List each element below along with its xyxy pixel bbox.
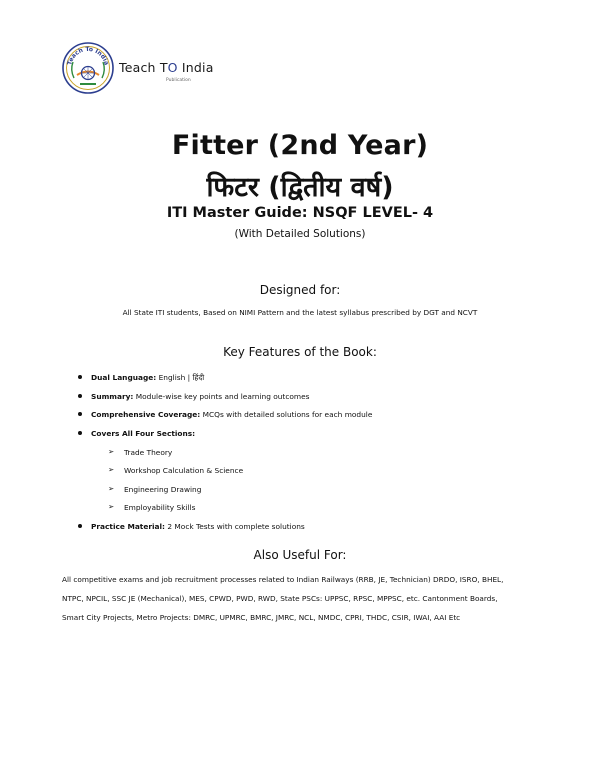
arrow-icon: ➢ [108,484,115,493]
subtitle-note: (With Detailed Solutions) [234,228,366,240]
arrow-icon: ➢ [108,447,115,456]
bullet-icon [78,394,82,398]
logo-name: Teach TO India [119,60,214,75]
designed-for-text: All State ITI students, Based on NIMI Pattern and the latest syllabus prescribed by DGT and NCVT [122,308,478,317]
publisher-logo [62,42,212,94]
bullet-icon [78,431,82,435]
useful-line: All competitive exams and job recruitment processes related to Indian Railways (RRB, JE, Technician) DRDO, ISRO, BHEL, [62,575,504,584]
bullet-icon [78,412,82,416]
seal-icon [62,42,114,94]
title-hindi: फिटर (द्वितीय वर्ष) [206,172,394,203]
title-english: Fitter (2nd Year) [171,130,429,161]
useful-for-heading: Also Useful For: [253,548,347,562]
seal-text: Teach To India [66,45,110,66]
key-features-heading: Key Features of the Book: [223,345,377,359]
arrow-icon: ➢ [108,502,115,511]
bullet-icon [78,375,82,379]
logo-subtitle: Publication [166,78,191,83]
arrow-icon: ➢ [108,465,115,474]
subtitle: ITI Master Guide: NSQF LEVEL- 4 [166,205,434,221]
bullet-icon [78,524,82,528]
useful-line: NTPC, NPCIL, SSC JE (Mechanical), MES, CPWD, PWD, RWD, State PSCs: UPPSC, RPSC, MPPSC, etc. Cantonment Boards, [62,594,498,603]
useful-line: Smart City Projects, Metro Projects: DMRC, UPMRC, BMRC, JMRC, NCL, NMDC, CPRI, THDC, CSIR, IWAI, AAI Etc [62,613,461,622]
designed-for-heading: Designed for: [259,283,341,297]
